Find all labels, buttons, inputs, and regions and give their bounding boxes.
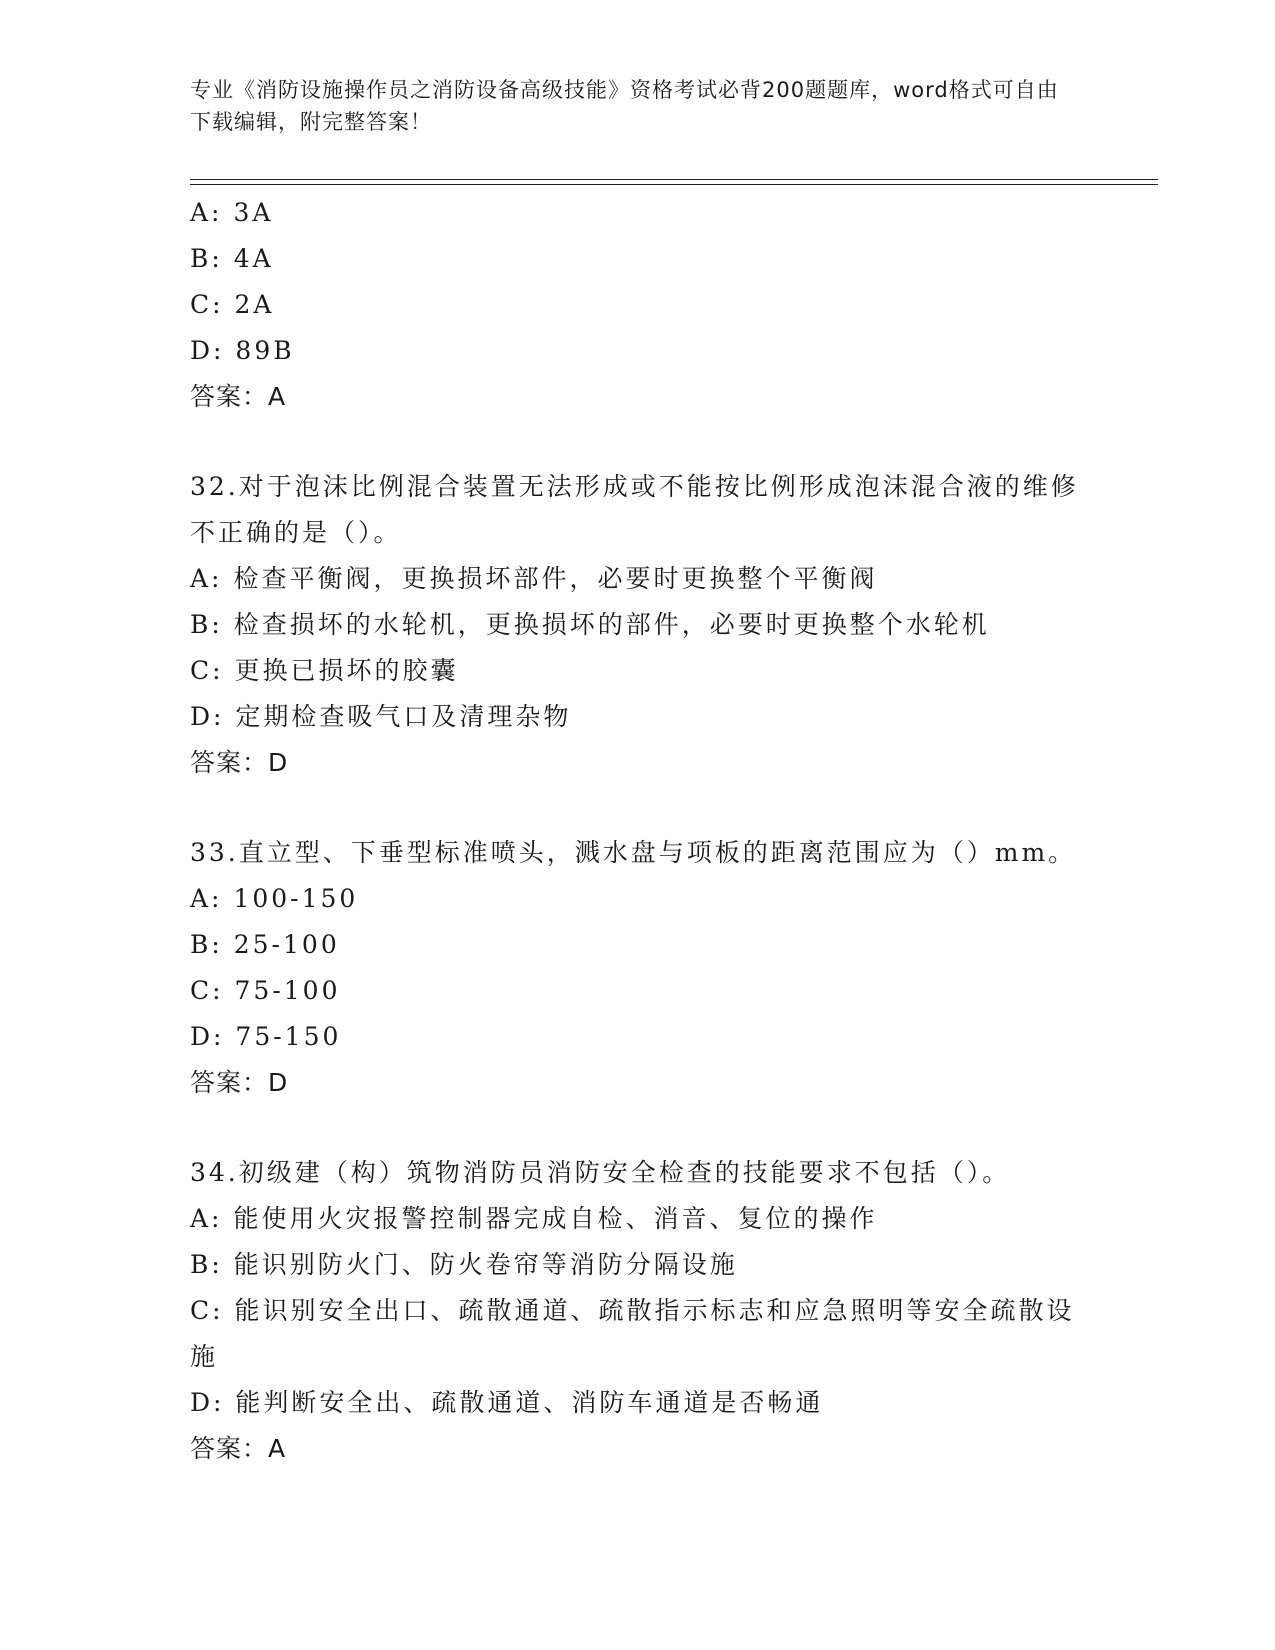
answer-line: 答案：A — [190, 382, 287, 411]
document-header: 专业《消防设施操作员之消防设备高级技能》资格考试必背200题题库，word格式可自由下载编辑，附完整答案！ — [190, 78, 1059, 134]
option-c: C: 75-100 — [190, 976, 341, 1005]
option-d: D: 能判断安全出、疏散通道、消防车通道是否畅通 — [190, 1388, 824, 1417]
answer-line: 答案：D — [190, 748, 289, 777]
answer-line: 答案：D — [190, 1068, 289, 1097]
option-b: B: 25-100 — [190, 930, 340, 959]
header-rule-top — [190, 179, 1158, 180]
option-c: C: 更换已损坏的胶囊 — [190, 656, 459, 685]
question-33 — [190, 830, 1090, 1106]
option-a: A: 3A — [190, 198, 274, 227]
option-b: B: 检查损坏的水轮机，更换损坏的部件，必要时更换整个水轮机 — [190, 610, 990, 639]
option-d: D: 75-150 — [190, 1022, 342, 1051]
option-b: B: 能识别防火门、防火卷帘等消防分隔设施 — [190, 1250, 738, 1279]
header-rule-bottom — [190, 184, 1158, 185]
option-a: A: 检查平衡阀，更换损坏部件，必要时更换整个平衡阀 — [190, 564, 878, 593]
question-stem: 33.直立型、下垂型标准喷头，溅水盘与项板的距离范围应为（）mm。 — [190, 838, 1077, 867]
option-b: B: 4A — [190, 244, 274, 273]
question-32 — [190, 464, 1090, 786]
question-list — [190, 190, 1090, 1472]
option-a: A: 100-150 — [190, 884, 359, 913]
question-stem: 34.初级建（构）筑物消防员消防安全检查的技能要求不包括（）。 — [190, 1158, 1011, 1187]
option-d: D: 89B — [190, 336, 295, 365]
question-34 — [190, 1150, 1090, 1472]
option-c: C: 能识别安全出口、疏散通道、疏散指示标志和应急照明等安全疏散设施 — [190, 1296, 1075, 1371]
option-a: A: 能使用火灾报警控制器完成自检、消音、复位的操作 — [190, 1204, 878, 1233]
question-31 — [190, 190, 1090, 420]
option-d: D: 定期检查吸气口及清理杂物 — [190, 702, 572, 731]
option-c: C: 2A — [190, 290, 275, 319]
answer-line: 答案：A — [190, 1434, 287, 1463]
question-stem: 32.对于泡沫比例混合装置无法形成或不能按比例形成泡沫混合液的维修不正确的是（）。 — [190, 472, 1079, 547]
